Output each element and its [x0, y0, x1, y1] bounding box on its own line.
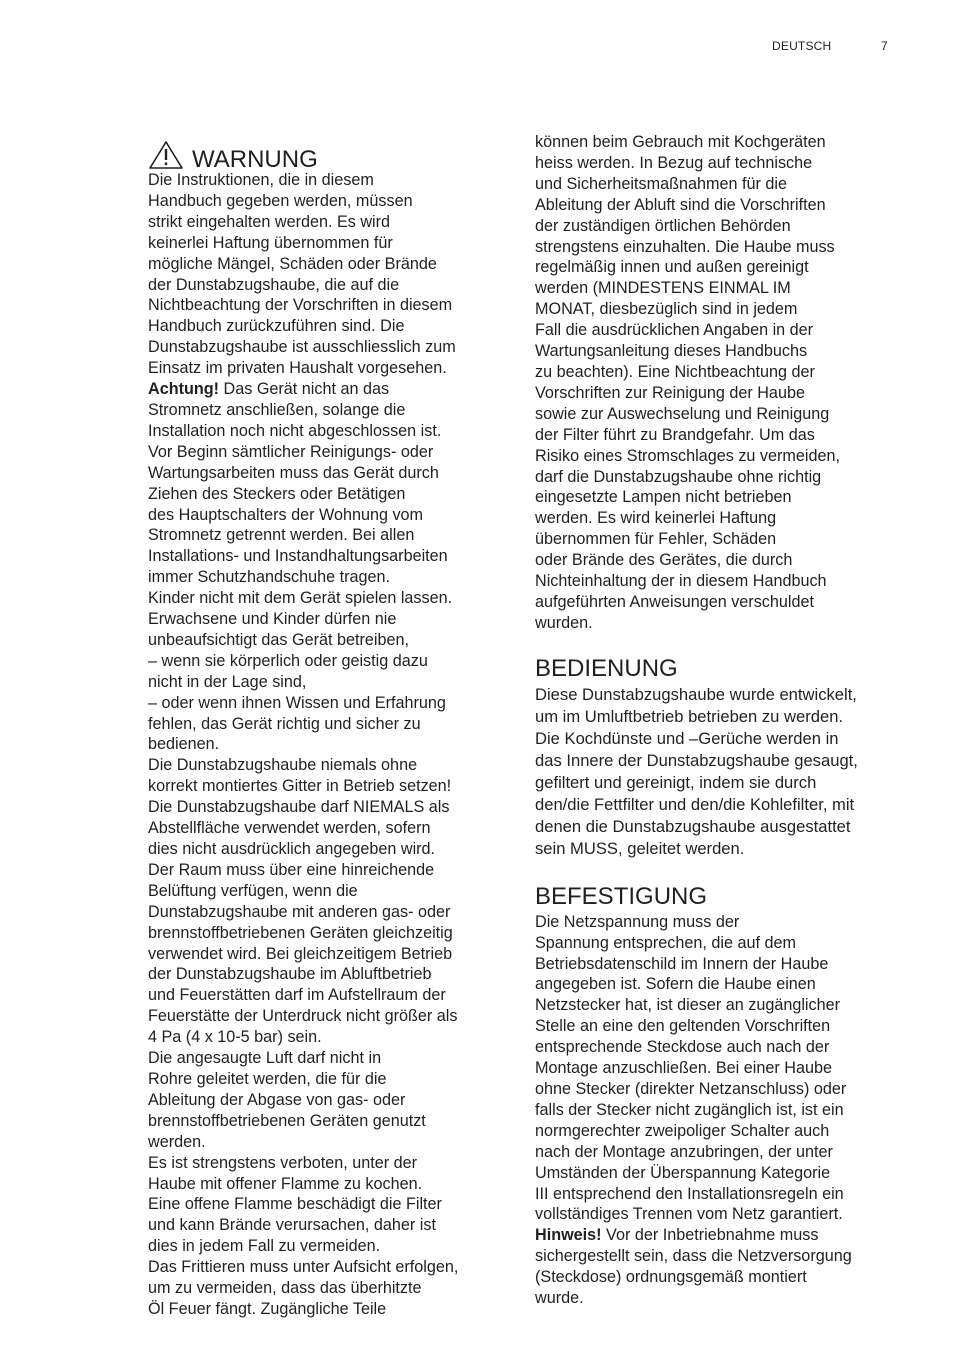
warning-heading [148, 134, 508, 173]
text-line: 4 Pa (4 x 10-5 bar) sein. [148, 1028, 322, 1047]
text-line: Einsatz im privaten Haushalt vorgesehen. [148, 359, 447, 378]
text-line: werden (MINDESTENS EINMAL IM [535, 279, 791, 298]
text-line: zu beachten). Eine Nichtbeachtung der [535, 362, 815, 381]
text-line: dies nicht ausdrücklich angegeben wird. [148, 840, 436, 858]
warning-text-continued [148, 400, 508, 1320]
text-line: – wenn sie körperlich oder geistig dazu [148, 651, 428, 670]
text-line: Stelle an eine den geltenden Vorschriften [535, 1017, 831, 1036]
text-line: Kinder nicht mit dem Gerät spielen lassen. [148, 589, 453, 608]
text-line: der zuständigen örtlichen Behörden [535, 216, 791, 235]
text-line: Risiko eines Stromschlages zu vermeiden, [535, 446, 840, 465]
text-line: um im Umluftbetrieb betrieben zu werden. [535, 706, 844, 726]
text-line: des Hauptschalters der Wohnung vom [148, 505, 424, 524]
text-line: darf die Dunstabzugshaube ohne richtig [535, 467, 822, 486]
text-line: der Dunstabzugshaube, die auf die [148, 275, 400, 294]
text-line: Feuerstätte der Unterdruck nicht größer als [148, 1007, 458, 1026]
text-line: Wartungsarbeiten muss das Gerät durch [148, 463, 439, 482]
text-line: und Feuerstätten darf im Aufstellraum der [148, 986, 446, 1005]
text-line: brennstoffbetriebenen Geräten genutzt [148, 1111, 426, 1130]
text-line: Handbuch gegeben werden, müssen [148, 191, 413, 210]
text-line: heiss werden. In Bezug auf technische [535, 153, 813, 172]
text-line: Die Instruktionen, die in diesem [148, 171, 374, 189]
text-line: nicht in der Lage sind, [148, 672, 307, 691]
text-line: werden. [148, 1132, 206, 1151]
befestigung-text-continued [535, 1246, 895, 1309]
text-line: Der Raum muss über eine hinreichende [148, 860, 435, 879]
text-line: Installations- und Instandhaltungsarbeiten [148, 547, 448, 566]
continuation-text [535, 132, 895, 634]
text-line: oder Brände des Gerätes, die durch [535, 551, 793, 570]
text-line: übernommen für Fehler, Schäden [535, 530, 777, 549]
text-line: Installation noch nicht abgeschlossen ist. [148, 421, 442, 440]
text-line: Die Kochdünste und –Gerüche werden in [535, 728, 839, 748]
text-line: immer Schutzhandschuhe tragen. [148, 568, 391, 587]
text-line: Es ist strengstens verboten, unter der [148, 1153, 418, 1172]
text-line: Stromnetz anschließen, solange die [148, 400, 406, 419]
text-line: den/die Fettfilter und den/die Kohlefilter, mit [535, 794, 855, 814]
hinweis-text: Vor der Inbetriebnahme muss [601, 1226, 819, 1245]
text-line: Umständen der Überspannung Kategorie [535, 1163, 831, 1182]
text-line: sichergestellt sein, dass die Netzversorgung [535, 1247, 852, 1266]
achtung-line [148, 379, 508, 400]
text-line: bedienen. [148, 735, 220, 754]
text-line: Haube mit offener Flamme zu kochen. [148, 1174, 423, 1193]
text-line: Belüftung verfügen, wenn die [148, 881, 358, 900]
text-line: keinerlei Haftung übernommen für [148, 233, 393, 252]
text-line: MONAT, diesbezüglich sind in jedem [535, 300, 798, 319]
text-line: nach der Montage anzubringen, der unter [535, 1142, 833, 1161]
warning-text [148, 170, 508, 379]
text-line: aufgeführten Anweisungen verschuldet [535, 592, 814, 611]
text-line: das Innere der Dunstabzugshaube gesaugt, [535, 750, 858, 770]
text-line: gefiltert und gereinigt, indem sie durch [535, 772, 817, 792]
text-line: Wartungsanleitung dieses Handbuchs [535, 342, 808, 361]
text-line: der Dunstabzugshaube im Abluftbetrieb [148, 965, 432, 984]
text-line: regelmäßig innen und außen gereinigt [535, 258, 809, 277]
text-line: Rohre geleitet werden, die für die [148, 1069, 387, 1088]
text-line: Eine offene Flamme beschädigt die Filter [148, 1195, 442, 1214]
right-column [535, 132, 895, 1309]
achtung-label: Achtung! [148, 380, 220, 399]
text-line: Erwachsene und Kinder dürfen nie [148, 610, 397, 629]
text-line: Nichteinhaltung der in diesem Handbuch [535, 572, 827, 591]
text-line: korrekt montiertes Gitter in Betrieb setzen! [148, 777, 452, 796]
text-line: Öl Feuer fängt. Zugängliche Teile [148, 1299, 387, 1318]
text-line: Ableitung der Abluft sind die Vorschriften [535, 195, 826, 214]
text-line: normgerechter zweipoliger Schalter auch [535, 1121, 830, 1140]
text-line: Spannung entsprechen, die auf dem [535, 933, 796, 952]
text-line: der Filter führt zu Brandgefahr. Um das [535, 425, 815, 444]
hinweis-line [535, 1225, 895, 1246]
warning-triangle-icon [148, 140, 184, 170]
page-number: 7 [881, 39, 888, 53]
text-line: verwendet wird. Bei gleichzeitigem Betrieb [148, 944, 453, 963]
text-line: sowie zur Auswechselung und Reinigung [535, 404, 830, 423]
text-line: können beim Gebrauch mit Kochgeräten [535, 133, 826, 151]
text-line: eingesetzte Lampen nicht betrieben [535, 488, 792, 507]
text-line: Die Dunstabzugshaube niemals ohne [148, 756, 418, 775]
text-line: und Sicherheitsmaßnahmen für die [535, 174, 787, 193]
text-line: mögliche Mängel, Schäden oder Brände [148, 254, 437, 273]
warning-title: WARNUNG [192, 146, 318, 173]
header-language: DEUTSCH [772, 39, 832, 53]
text-line: strengstens einzuhalten. Die Haube muss [535, 237, 835, 256]
text-line: um zu vermeiden, dass das überhitzte [148, 1279, 422, 1298]
text-line: Ableitung der Abgase von gas- oder [148, 1090, 406, 1109]
text-line: Montage anzuschließen. Bei einer Haube [535, 1059, 832, 1078]
text-line: und kann Brände verursachen, daher ist [148, 1216, 436, 1235]
text-line: ohne Stecker (direkter Netzanschluss) oder [535, 1080, 847, 1098]
text-line: Die angesaugte Luft darf nicht in [148, 1049, 382, 1068]
text-line: Abstellfläche verwendet werden, sofern [148, 819, 431, 838]
achtung-text: Das Gerät nicht an das [219, 380, 390, 399]
bedienung-title: BEDIENUNG [535, 654, 678, 682]
bedienung-text [535, 684, 895, 860]
text-line: Fall die ausdrücklichen Angaben in der [535, 321, 814, 340]
text-line: (Steckdose) ordnungsgemäß montiert [535, 1268, 807, 1287]
text-line: III entsprechend den Installationsregeln ein [535, 1184, 844, 1203]
befestigung-text [535, 912, 895, 1226]
left-column [148, 134, 508, 1320]
text-line: Dunstabzugshaube ist ausschliesslich zum [148, 338, 456, 357]
text-line: – oder wenn ihnen Wissen und Erfahrung [148, 693, 446, 712]
text-line: Vorschriften zur Reinigung der Haube [535, 383, 805, 402]
text-line: Diese Dunstabzugshaube wurde entwickelt, [535, 684, 857, 704]
text-line: brennstoffbetriebenen Geräten gleichzeitig [148, 923, 453, 942]
text-line: wurde. [535, 1289, 584, 1308]
text-line: fehlen, das Gerät richtig und sicher zu [148, 714, 421, 733]
text-line: denen die Dunstabzugshaube ausgestattet [535, 816, 851, 836]
text-line: Handbuch zurückzuführen sind. Die [148, 317, 405, 336]
text-line: entsprechende Steckdose auch nach der [535, 1038, 830, 1057]
text-line: Ziehen des Steckers oder Betätigen [148, 484, 406, 503]
text-line: vollständiges Trennen vom Netz garantiert. [535, 1205, 843, 1224]
text-line: angegeben ist. Sofern die Haube einen [535, 975, 816, 994]
text-line: Das Frittieren muss unter Aufsicht erfolgen, [148, 1258, 459, 1277]
text-line: Die Dunstabzugshaube darf NIEMALS als [148, 798, 450, 817]
text-line: werden. Es wird keinerlei Haftung [535, 509, 777, 528]
text-line: Betriebsdatenschild im Innern der Haube [535, 954, 829, 973]
text-line: sein MUSS, geleitet werden. [535, 838, 745, 858]
text-line: Vor Beginn sämtlicher Reinigungs- oder [148, 442, 434, 461]
text-line: dies in jedem Fall zu vermeiden. [148, 1237, 381, 1256]
text-line: Dunstabzugshaube mit anderen gas- oder [148, 902, 451, 921]
text-line: Stromnetz getrennt werden. Bei allen [148, 526, 415, 545]
text-line: Die Netzspannung muss der [535, 912, 740, 931]
text-line: falls der Stecker nicht zugänglich ist, ist ein [535, 1100, 844, 1119]
text-line: wurden. [535, 613, 593, 632]
befestigung-title: BEFESTIGUNG [535, 882, 708, 910]
text-line: strikt eingehalten werden. Es wird [148, 212, 391, 231]
hinweis-label: Hinweis! [535, 1226, 602, 1245]
text-line: unbeaufsichtigt das Gerät betreiben, [148, 630, 409, 649]
text-line: Netzstecker hat, ist dieser an zugänglicher [535, 996, 841, 1015]
text-line: Nichtbeachtung der Vorschriften in diesem [148, 296, 453, 315]
